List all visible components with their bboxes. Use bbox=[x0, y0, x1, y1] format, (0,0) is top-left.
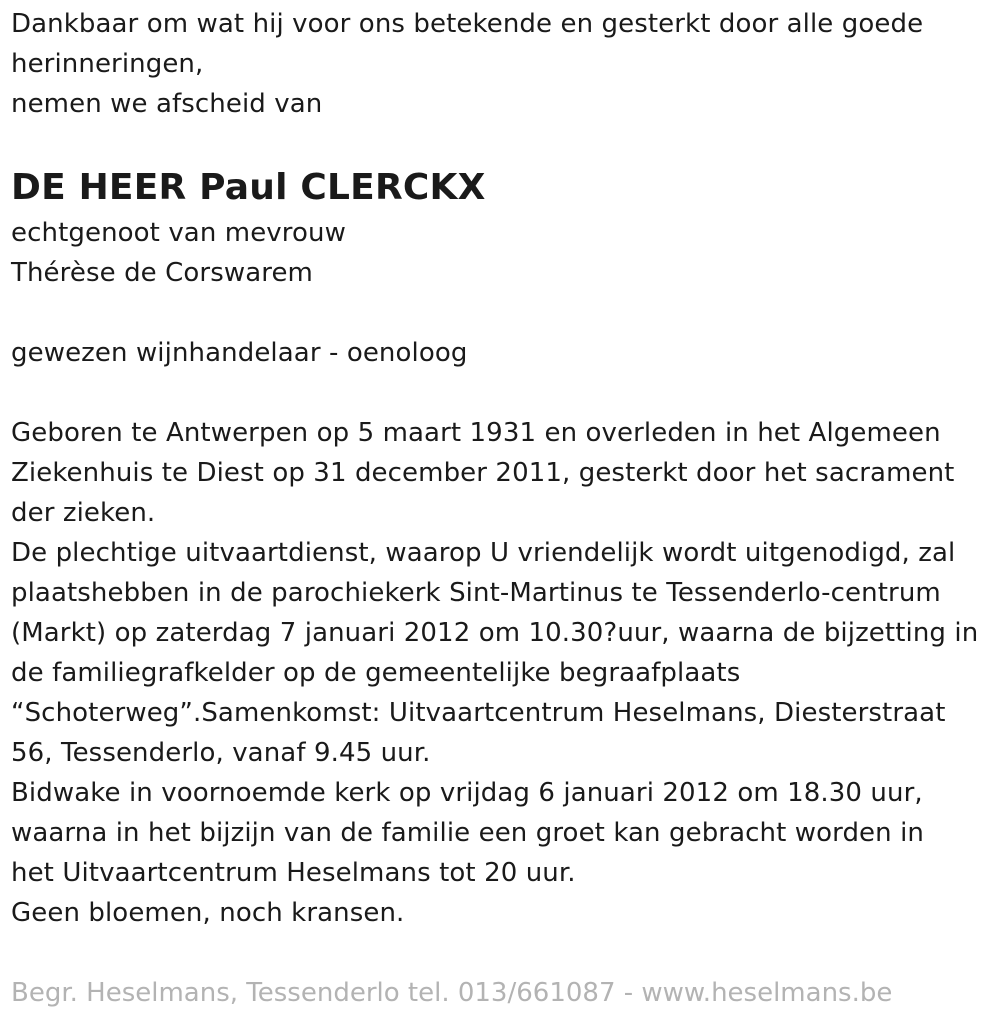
body-line: (Markt) op zaterdag 7 januari 2012 om 10.30?uur, waarna de bijzetting in bbox=[11, 618, 979, 648]
spouse-name: Thérèse de Corswarem bbox=[11, 258, 313, 288]
body-line: Geboren te Antwerpen op 5 maart 1931 en overleden in het Algemeen bbox=[11, 418, 941, 448]
body-line: het Uitvaartcentrum Heselmans tot 20 uur. bbox=[11, 858, 576, 888]
body-line: de familiegrafkelder op de gemeentelijke begraafplaats bbox=[11, 658, 741, 688]
spouse-info bbox=[11, 213, 988, 293]
intro-line: Dankbaar om wat hij voor ons betekende en gesterkt door alle goede bbox=[11, 9, 924, 39]
intro-line: herinneringen, bbox=[11, 49, 204, 79]
profession: gewezen wijnhandelaar - oenoloog bbox=[11, 338, 468, 368]
body-line: 56, Tessenderlo, vanaf 9.45 uur. bbox=[11, 738, 431, 768]
body-line: Geen bloemen, noch kransen. bbox=[11, 898, 405, 928]
spouse-line: echtgenoot van mevrouw bbox=[11, 218, 346, 248]
deceased-name: DE HEER Paul CLERCKX bbox=[11, 167, 486, 208]
spacer bbox=[11, 293, 988, 333]
body-line: “Schoterweg”.Samenkomst: Uitvaartcentrum Heselmans, Diesterstraat bbox=[11, 698, 946, 728]
intro-line: nemen we afscheid van bbox=[11, 89, 323, 119]
body-text bbox=[11, 413, 988, 933]
funeral-home-footer: Begr. Heselmans, Tessenderlo tel. 013/661087 - www.heselmans.be bbox=[11, 978, 893, 1008]
spacer bbox=[11, 373, 988, 413]
body-line: Bidwake in voornoemde kerk op vrijdag 6 januari 2012 om 18.30 uur, bbox=[11, 778, 923, 808]
body-line: plaatshebben in de parochiekerk Sint-Martinus te Tessenderlo-centrum bbox=[11, 578, 941, 608]
body-line: der zieken. bbox=[11, 498, 156, 528]
body-line: De plechtige uitvaartdienst, waarop U vriendelijk wordt uitgenodigd, zal bbox=[11, 538, 956, 568]
body-line: Ziekenhuis te Diest op 31 december 2011, gesterkt door het sacrament bbox=[11, 458, 955, 488]
body-line: waarna in het bijzijn van de familie een groet kan gebracht worden in bbox=[11, 818, 925, 848]
intro-text bbox=[11, 4, 988, 124]
